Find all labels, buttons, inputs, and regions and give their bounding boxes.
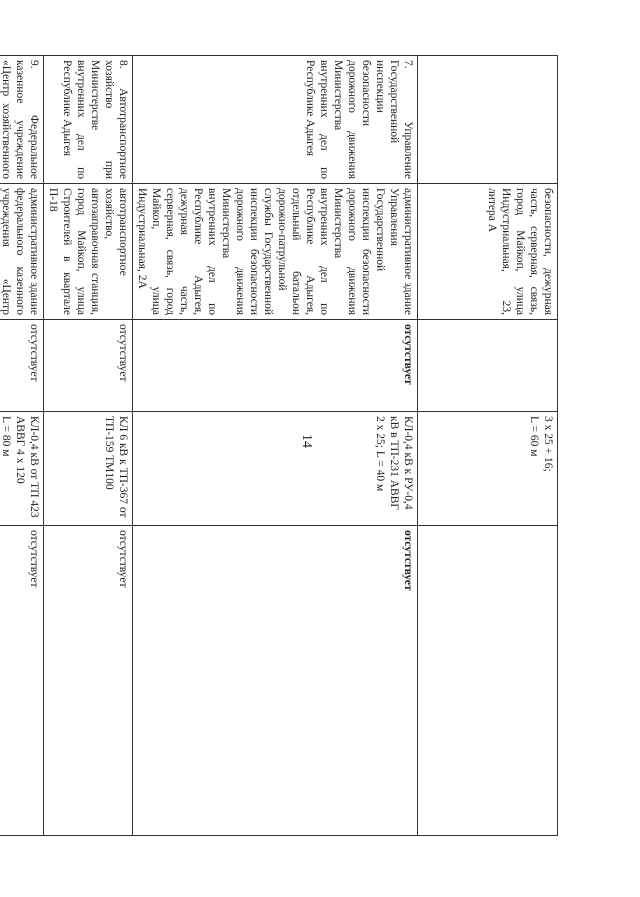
cable-line-cell: КЛ-0,4 кВ от ТП 423 АВВГ 4 х 120 L = 80 м — [0, 412, 44, 526]
col3-cell: отсутствует — [0, 320, 44, 412]
facility-location-cell: административное здание Управления Государственной инспекции безопасности дорожного движения Министерства внутренних дел по Республике Адыгея, отдельный батальон дорожно-патрульной службы Государственной инспекции безопасности дорожного движения Министерства внутренних дел по Республике Адыгея, дежурная часть, серверная, связь, город Майкоп, улица Индустриальная, 2А — [133, 184, 418, 320]
facilities-table — [0, 55, 558, 836]
col3-cell: отсутствует — [133, 320, 418, 412]
facility-location-cell: административное здание федерального казенного учреждения «Центр — [0, 184, 44, 320]
table-row — [0, 56, 44, 836]
col5-cell — [418, 526, 558, 836]
cable-line-cell: 3 х 25 + 16; L = 60 м — [418, 412, 558, 526]
col3-cell: отсутствует — [44, 320, 133, 412]
facility-name-cell: 8. Автотранспортное хозяйство при Министерстве внутренних дел по Республике Адыгея — [44, 56, 133, 184]
rotated-table-container — [0, 55, 558, 835]
table-row — [418, 56, 558, 836]
col5-cell: отсутствует — [0, 526, 44, 836]
facility-name-cell — [418, 56, 558, 184]
cable-line-cell: КЛ 6 кВ к ТП-367 от ТП-159 ТМ100 — [44, 412, 133, 526]
facility-location-cell: безопасности, дежурная часть, серверная, связь, город Майкоп, улица Индустриальная, 23, литера А — [418, 184, 558, 320]
cable-line-cell: КЛ-0,4 кВ к РУ-0,4 кВ в ТП-231 АВВГ 2 х 25; L = 40 м — [133, 412, 418, 526]
facility-name-cell: 9. Федеральное казенное учреждение «Центр хозяйственного — [0, 56, 44, 184]
col5-cell: отсутствует — [44, 526, 133, 836]
table-row — [44, 56, 133, 836]
facility-name-cell: 7. Управление Государственной инспекции безопасности дорожного движения Министерства внутренних дел по Республике Адыгея — [133, 56, 418, 184]
col5-cell: отсутствует — [133, 526, 418, 836]
facility-location-cell: автотранспортное хозяйство, автозаправочная станция, город Майкоп, улица Строителей в квартале П-18 — [44, 184, 133, 320]
table-row — [133, 56, 418, 836]
page-number: 14 — [299, 434, 314, 448]
col3-cell — [418, 320, 558, 412]
